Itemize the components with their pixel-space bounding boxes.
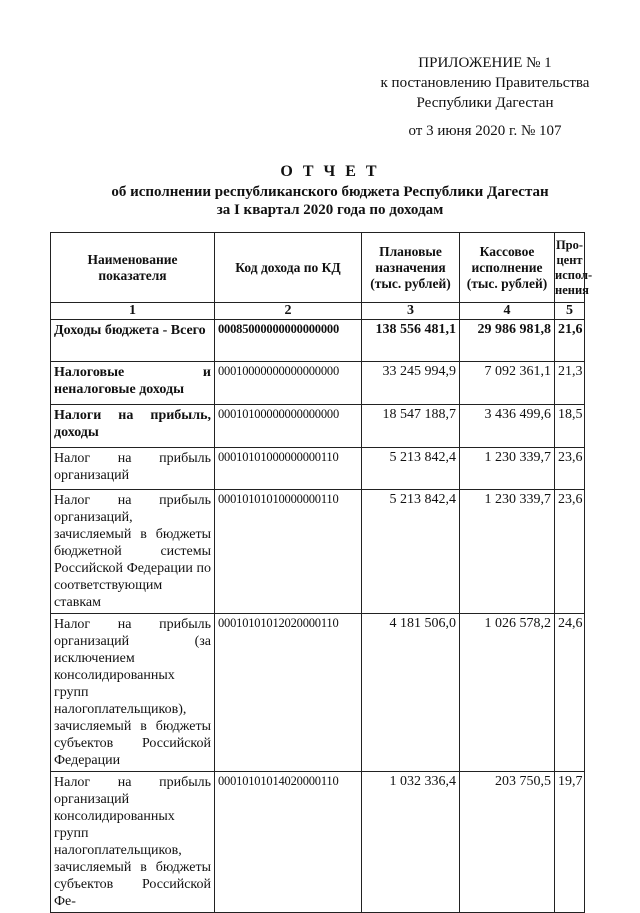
row-percent: 24,6 [555,614,585,772]
row-code: 00010101010000000110 [215,490,362,614]
row-cash: 29 986 981,8 [460,320,555,362]
row-cash: 1 230 339,7 [460,448,555,490]
row-plan: 5 213 842,4 [362,448,460,490]
row-percent: 21,3 [555,362,585,405]
income-report-table [50,232,593,913]
row-plan: 33 245 994,9 [362,362,460,405]
row-cash: 1 026 578,2 [460,614,555,772]
table-row [51,614,585,772]
column-number: 4 [460,303,555,320]
column-header-percent: Про-цент испол-нения [555,233,585,303]
appendix-line-2: к постановлению Правительства [380,75,590,91]
row-name: Налог на прибыль организаций [51,448,215,490]
row-name: Налоги на прибыль, доходы [51,405,215,448]
row-percent: 23,6 [555,448,585,490]
column-header-code: Код дохода по КД [215,233,362,303]
row-percent: 18,5 [555,405,585,448]
appendix-header [360,53,610,141]
row-code: 00010101014020000110 [215,772,362,913]
row-code: 00010000000000000000 [215,362,362,405]
appendix-line-3: Республики Дагестан [416,95,554,111]
appendix-number: ПРИЛОЖЕНИЕ № 1 [418,55,552,71]
row-plan: 5 213 842,4 [362,490,460,614]
row-cash: 3 436 499,6 [460,405,555,448]
row-cash: 7 092 361,1 [460,362,555,405]
row-percent: 19,7 [555,772,585,913]
report-title [80,163,580,219]
row-percent: 21,6 [555,320,585,362]
row-plan: 18 547 188,7 [362,405,460,448]
row-code: 00010101000000000110 [215,448,362,490]
table-header-row [51,233,585,303]
table-row [51,320,585,362]
row-cash: 203 750,5 [460,772,555,913]
title-line-3: за I квартал 2020 года по доходам [216,202,444,218]
row-name: Налог на прибыль организаций (за исключением консолидированных групп налогоплательщиков), зачисляемый в бюджеты субъектов Российской Федерации [51,614,215,772]
row-code: 00010101012020000110 [215,614,362,772]
column-number-row [51,303,585,320]
appendix-date: от 3 июня 2020 г. № 107 [408,123,562,139]
row-name: Налог на прибыль организаций, зачисляемый в бюджеты бюджетной системы Российской Федерации по соответствующим ставкам [51,490,215,614]
row-plan: 4 181 506,0 [362,614,460,772]
table-row [51,405,585,448]
row-code: 00010100000000000000 [215,405,362,448]
table-row [51,448,585,490]
row-name: Доходы бюджета - Всего [51,320,215,362]
table-row [51,772,585,913]
column-number: 1 [51,303,215,320]
row-name: Налог на прибыль организаций консолидированных групп налогоплательщиков, зачисляемый в бюджеты субъектов Российской Фе- [51,772,215,913]
column-header-plan: Плановые назначения (тыс. рублей) [362,233,460,303]
column-number: 5 [555,303,585,320]
row-plan: 1 032 336,4 [362,772,460,913]
column-header-name: Наименование показателя [51,233,215,303]
row-plan: 138 556 481,1 [362,320,460,362]
row-name: Налоговые и неналоговые доходы [51,362,215,405]
title-line-2: об исполнении республиканского бюджета Республики Дагестан [111,184,549,200]
column-number: 3 [362,303,460,320]
row-code: 00085000000000000000 [215,320,362,362]
row-cash: 1 230 339,7 [460,490,555,614]
table-row [51,490,585,614]
table-row [51,362,585,405]
row-percent: 23,6 [555,490,585,614]
column-header-cash: Кассовое исполнение (тыс. рублей) [460,233,555,303]
column-number: 2 [215,303,362,320]
title-word: О Т Ч Е Т [280,163,380,180]
